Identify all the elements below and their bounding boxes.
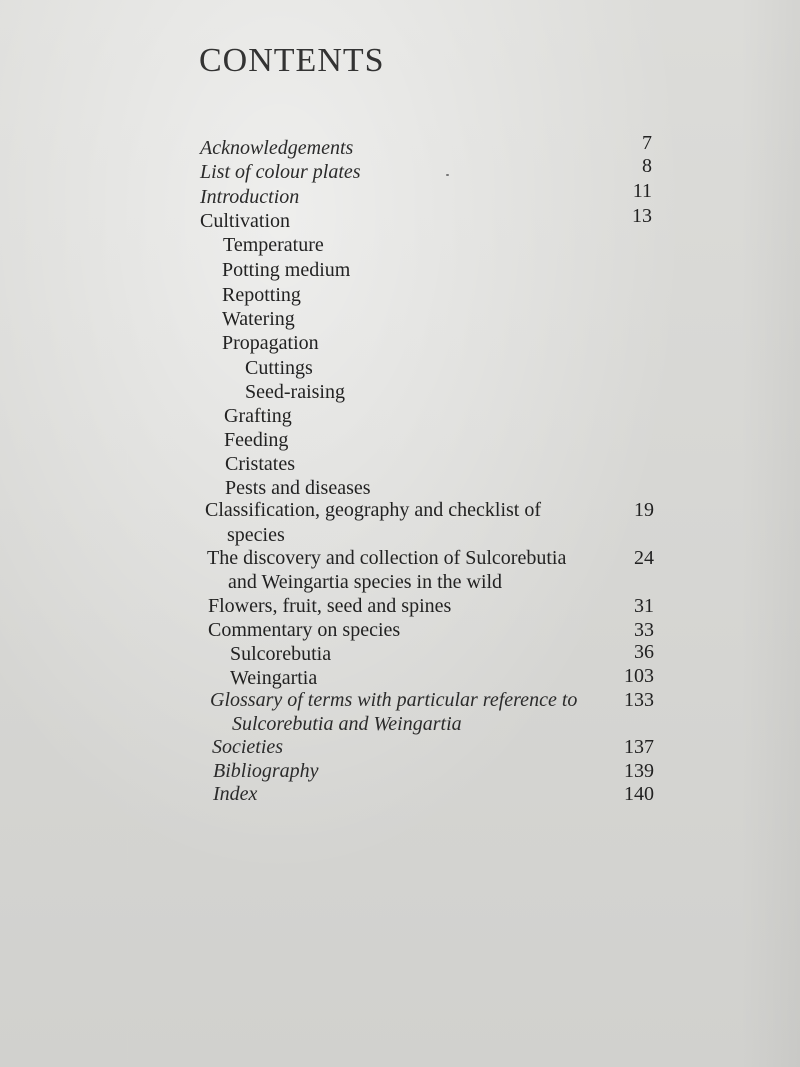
toc-page-societies: 137 (624, 736, 654, 758)
toc-page-index: 140 (624, 783, 654, 805)
toc-entry-glossary-continued: Sulcorebutia and Weingartia (232, 713, 462, 735)
toc-entry-species: species (227, 524, 285, 546)
toc-entry-temperature: Temperature (223, 234, 324, 256)
toc-page-introduction: 11 (632, 180, 652, 202)
toc-entry-colour-plates: List of colour plates (200, 161, 361, 183)
toc-entry-introduction: Introduction (200, 186, 300, 208)
toc-page-cultivation: 13 (632, 205, 652, 227)
toc-entry-acknowledgements: Acknowledgements (200, 137, 354, 159)
toc-entry-potting-medium: Potting medium (222, 259, 351, 281)
toc-entry-flowers: Flowers, fruit, seed and spines (208, 595, 452, 617)
toc-page-acknowledgements: 7 (642, 132, 652, 154)
toc-entry-feeding: Feeding (224, 429, 289, 451)
toc-entry-bibliography: Bibliography (213, 760, 319, 782)
toc-entry-pests-diseases: Pests and diseases (225, 477, 371, 499)
toc-entry-cultivation: Cultivation (200, 210, 290, 232)
toc-page-commentary: 33 (634, 619, 654, 641)
toc-entry-weingartia: Weingartia (230, 667, 318, 689)
toc-entry-cristates: Cristates (225, 453, 295, 475)
print-speck (446, 174, 449, 176)
toc-entry-watering: Watering (222, 308, 295, 330)
toc-page-glossary: 133 (624, 689, 654, 711)
toc-page-bibliography: 139 (624, 760, 654, 782)
toc-page-classification: 19 (634, 499, 654, 521)
toc-page-weingartia: 103 (624, 665, 654, 687)
toc-entry-discovery-continued: and Weingartia species in the wild (228, 571, 503, 593)
toc-entry-glossary: Glossary of terms with particular reference to (210, 689, 578, 711)
toc-page-discovery: 24 (634, 547, 654, 569)
toc-entry-classification: Classification, geography and checklist of (205, 499, 542, 521)
toc-entry-propagation: Propagation (222, 332, 319, 354)
toc-entry-sulcorebutia: Sulcorebutia (230, 643, 332, 665)
toc-entry-grafting: Grafting (224, 405, 292, 427)
toc-entry-repotting: Repotting (222, 284, 301, 306)
toc-entry-commentary: Commentary on species (208, 619, 401, 641)
toc-entry-societies: Societies (212, 736, 284, 758)
toc-page-flowers: 31 (634, 595, 654, 617)
toc-entry-cuttings: Cuttings (245, 357, 313, 379)
toc-page-sulcorebutia: 36 (634, 641, 654, 663)
toc-entry-discovery: The discovery and collection of Sulcorebutia (207, 547, 567, 569)
page-shadow (740, 0, 800, 1067)
toc-entry-index: Index (213, 783, 258, 805)
toc-page-colour-plates: 8 (642, 155, 652, 177)
page-title: CONTENTS (199, 42, 385, 79)
toc-entry-seed-raising: Seed-raising (245, 381, 345, 403)
